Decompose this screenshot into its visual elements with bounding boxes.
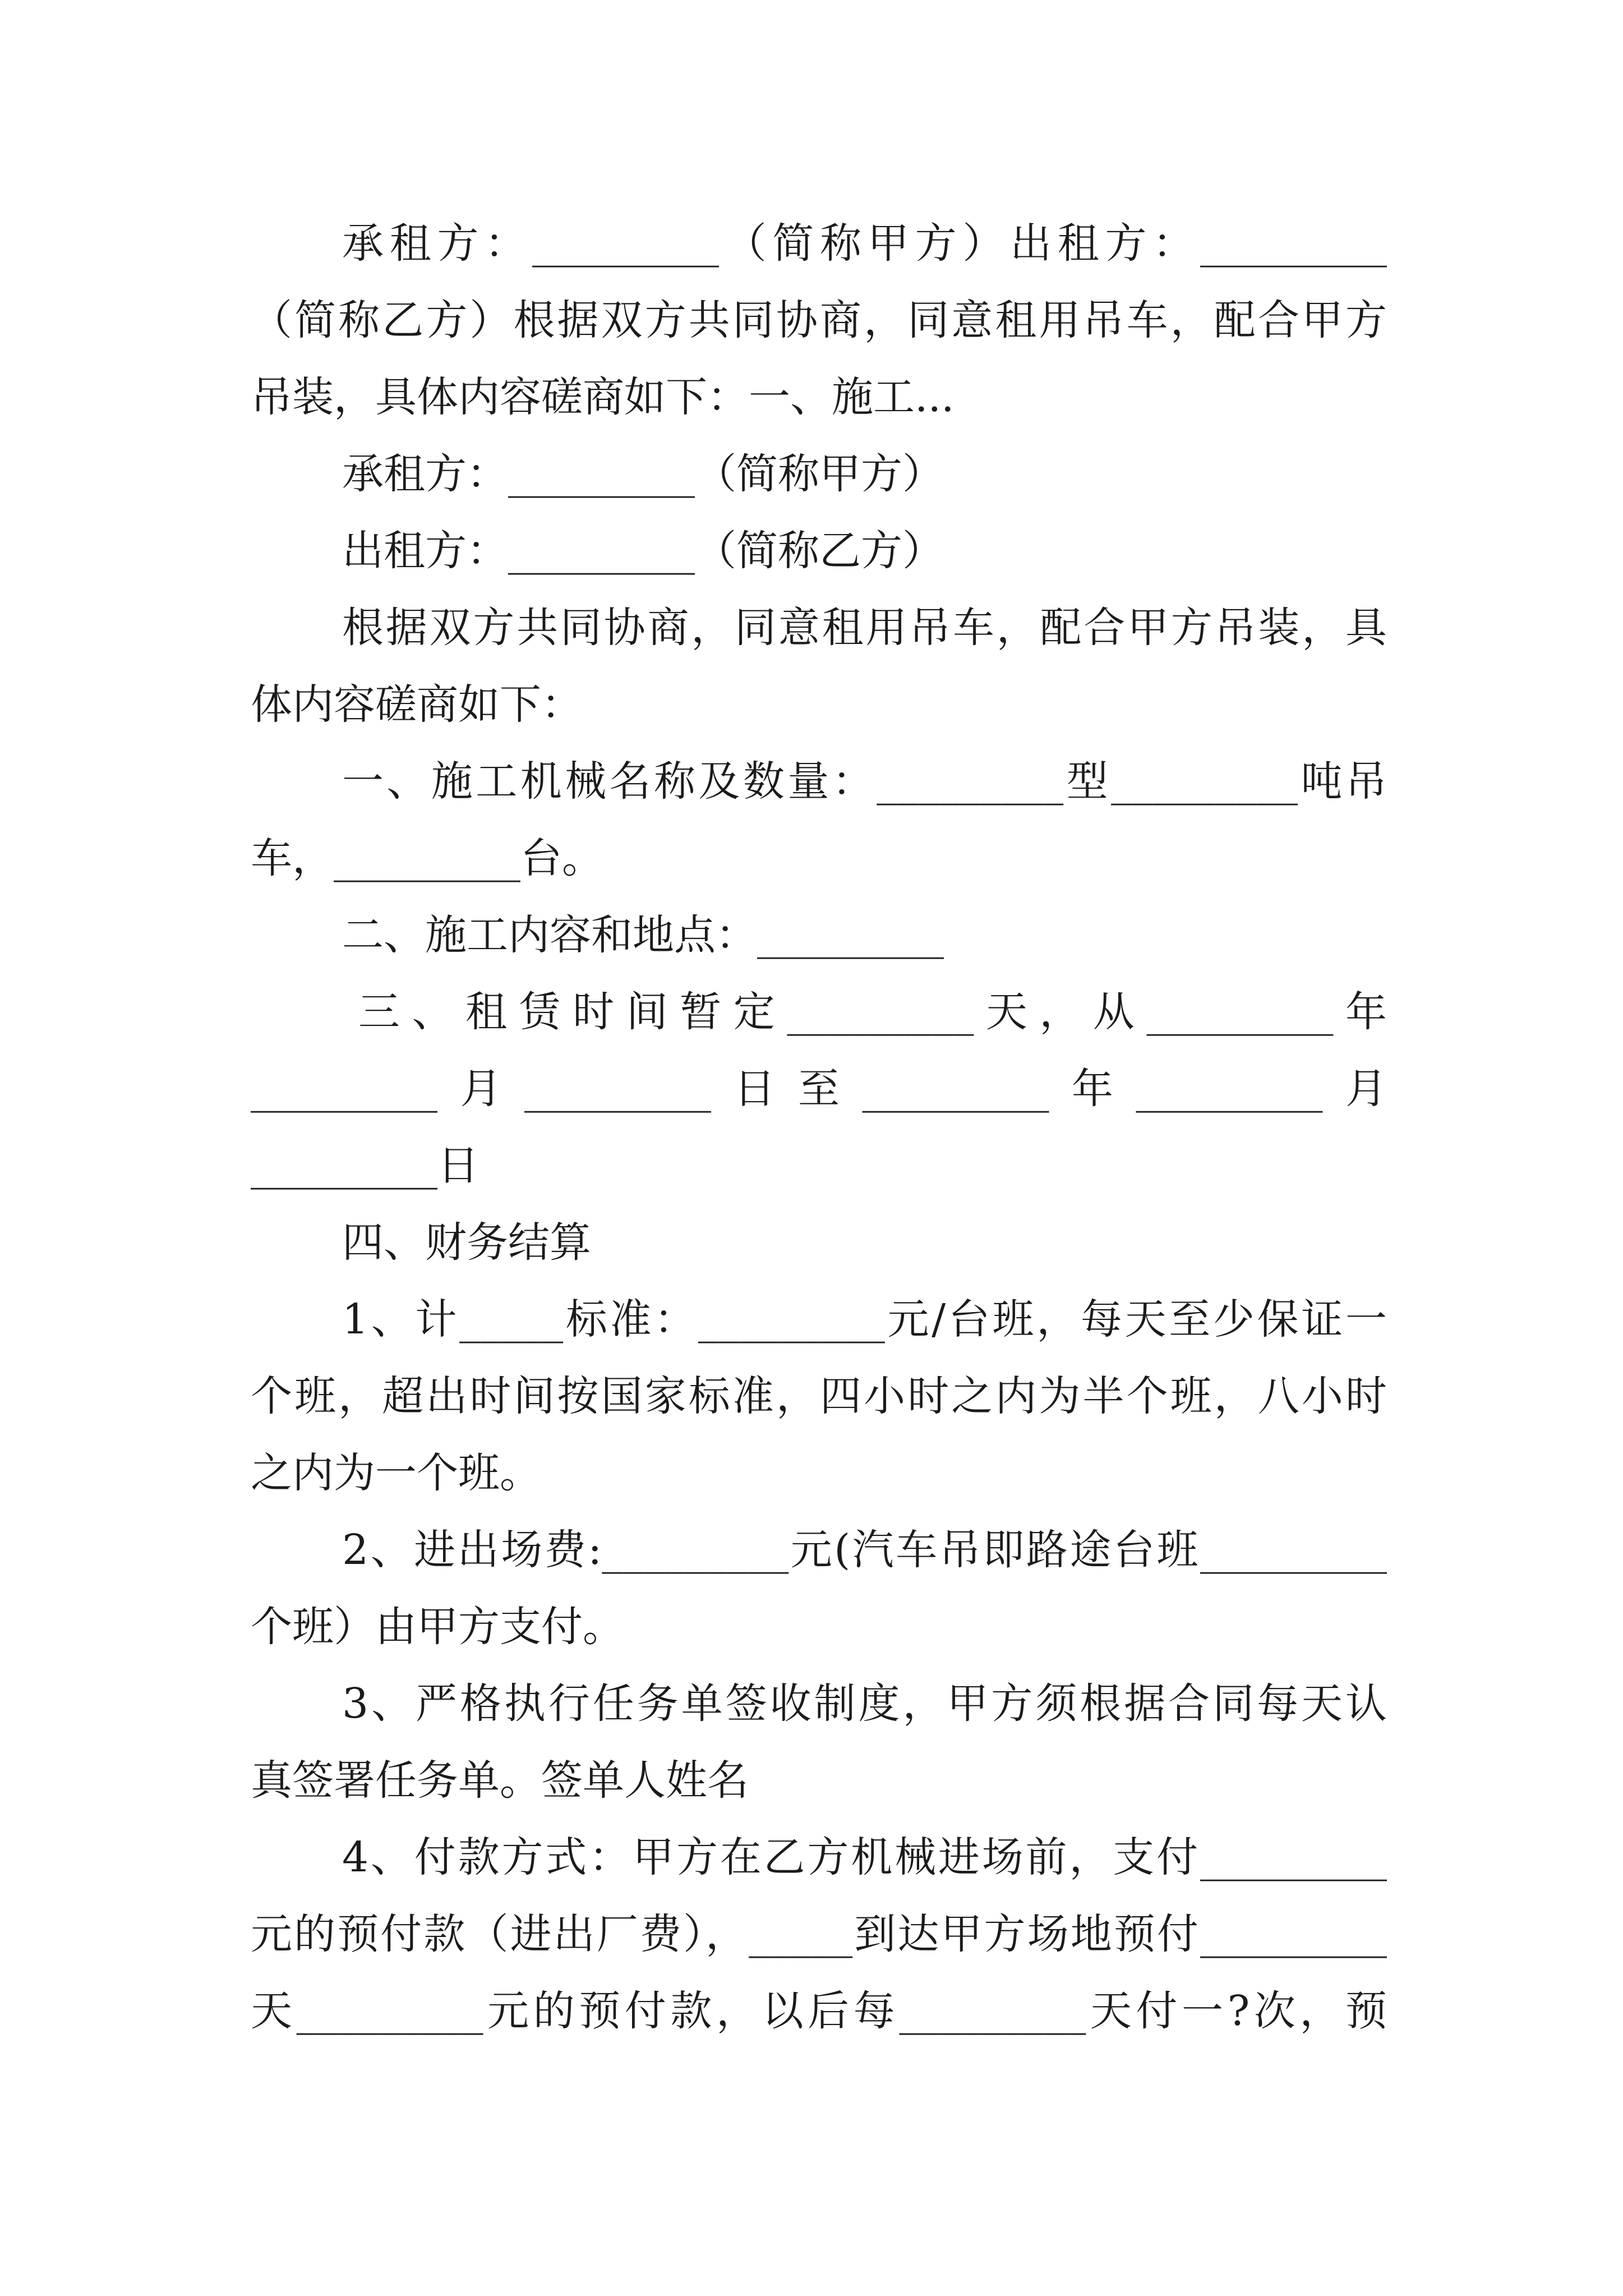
blank-field: _________ [899, 1987, 1086, 2035]
document-line: 承租方：_________（简称甲方）出租方：_________ [342, 205, 1387, 282]
document-line: 三、租赁时间暂定_________天，从_________年 [358, 974, 1387, 1051]
document-line: 一、施工机械名称及数量：_________型_________吨吊 [342, 743, 1387, 820]
document-line: （简称乙方）根据双方共同协商，同意租用吊车，配合甲方 [251, 296, 1387, 344]
blank-field: _________ [508, 450, 695, 498]
document-line: 2、进出场费:_________元(汽车吊即路途台班_________ [342, 1512, 1387, 1589]
document-line: 1、计_____标准：_________元/台班，每天至少保证一 [342, 1281, 1387, 1358]
document-line: 体内容磋商如下： [251, 680, 583, 729]
document-line: 二、施工内容和地点：_________ [342, 897, 1387, 974]
document-line: 元的预付款（进出厂费），_____到达甲方场地预付_________ [251, 1896, 1387, 1973]
blank-field: _________ [251, 1065, 437, 1113]
blank-field: _________ [334, 834, 520, 882]
document-line: 吊装，具体内容磋商如下：一、施工... [251, 373, 955, 421]
blank-field: _________ [1146, 988, 1334, 1036]
document-line: 车，_________台。 [251, 820, 1387, 897]
blank-field: _________ [787, 988, 974, 1036]
blank-field: _________ [877, 757, 1064, 806]
document-line: 4、付款方式：甲方在乙方机械进场前，支付_________ [342, 1819, 1387, 1896]
document-line: 承租方：_________（简称甲方） [342, 436, 1387, 513]
blank-field: _________ [862, 1065, 1049, 1113]
blank-field: _________ [1200, 219, 1387, 268]
blank-field: _________ [524, 1065, 711, 1113]
blank-field: _________ [1111, 757, 1298, 806]
blank-field: _________ [1200, 1910, 1387, 1958]
document-line: 3、严格执行任务单签收制度，甲方须根据合同每天认 [342, 1680, 1387, 1728]
document-line: 根据双方共同协商，同意租用吊车，配合甲方吊装，具 [342, 604, 1387, 652]
blank-field: _________ [1136, 1065, 1323, 1113]
blank-field: _________ [698, 1295, 885, 1343]
document-line: _________月_________日至_________年_________月 [251, 1051, 1387, 1128]
blank-field: _________ [1200, 1526, 1387, 1574]
blank-field: _________ [251, 1142, 437, 1190]
document-line: _________日 [251, 1128, 1387, 1204]
document-line: 出租方：_________（简称乙方） [342, 513, 1387, 590]
blank-field: _________ [602, 1526, 789, 1574]
blank-field: _________ [296, 1987, 483, 2035]
document-line: 之内为一个班。 [251, 1449, 541, 1497]
blank-field: _____ [749, 1910, 853, 1958]
document-line: 个班，超出时间按国家标准，四小时之内为半个班，八小时 [251, 1372, 1387, 1420]
blank-field: _____ [459, 1295, 564, 1343]
blank-field: _________ [532, 219, 719, 268]
document-line: 个班）由甲方支付。 [251, 1603, 624, 1651]
blank-field: _________ [508, 527, 695, 575]
blank-field: _________ [757, 911, 944, 959]
document-line: 四、财务结算 [342, 1218, 591, 1267]
document-line: 真签署任务单。签单人姓名 [251, 1756, 749, 1805]
document-line: 天_________元的预付款，以后每_________天付一?次，预 [251, 1973, 1387, 2050]
blank-field: _________ [1200, 1833, 1387, 1881]
